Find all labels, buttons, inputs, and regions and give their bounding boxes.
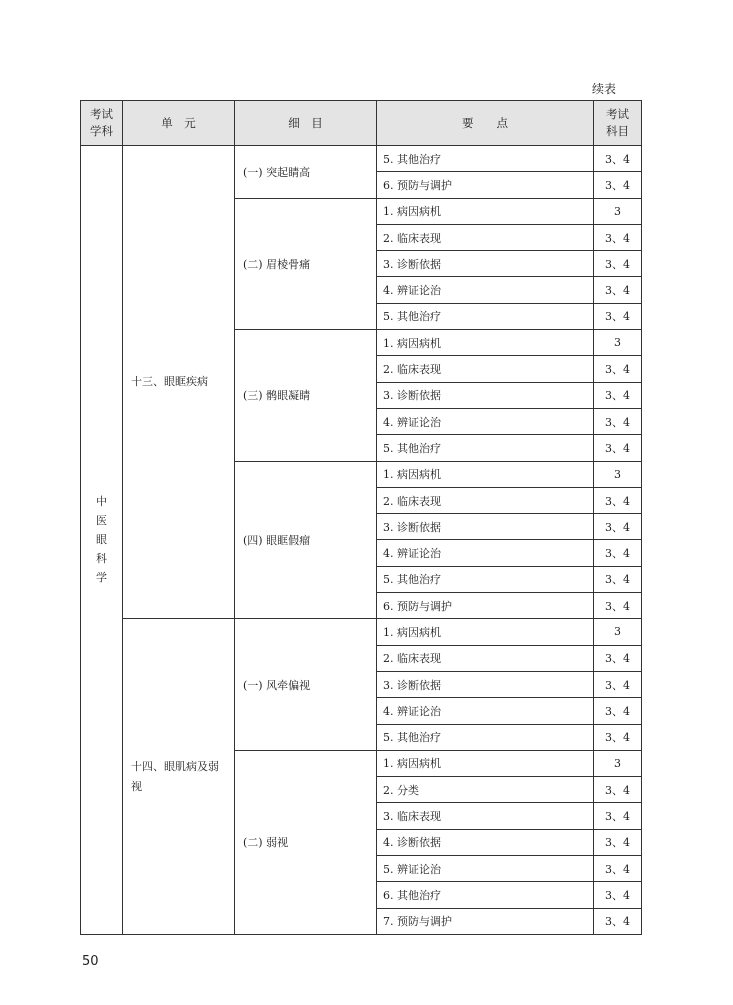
page-number: 50: [82, 954, 99, 969]
point-cell: 2. 临床表现: [377, 487, 594, 513]
code-cell: 3、4: [594, 172, 642, 198]
header-code: 考试科目: [594, 101, 642, 146]
point-cell: 4. 辨证论治: [377, 277, 594, 303]
point-cell: 4. 诊断依据: [377, 829, 594, 855]
unit-cell: 十四、眼肌病及弱视: [123, 619, 235, 935]
code-cell: 3、4: [594, 777, 642, 803]
code-cell: 3、4: [594, 803, 642, 829]
code-cell: 3、4: [594, 724, 642, 750]
point-cell: 5. 其他治疗: [377, 724, 594, 750]
subject-label: 中医眼科学: [96, 495, 107, 585]
point-cell: 1. 病因病机: [377, 750, 594, 776]
point-cell: 2. 临床表现: [377, 645, 594, 671]
point-cell: 3. 诊断依据: [377, 514, 594, 540]
table-row: [81, 619, 642, 645]
point-cell: 6. 其他治疗: [377, 882, 594, 908]
code-cell: 3、4: [594, 671, 642, 697]
point-cell: 1. 病因病机: [377, 619, 594, 645]
code-cell: 3、4: [594, 146, 642, 172]
code-cell: 3、4: [594, 645, 642, 671]
subject-cell: [81, 146, 123, 935]
code-cell: 3、4: [594, 435, 642, 461]
point-cell: 1. 病因病机: [377, 461, 594, 487]
header-unit: 单 元: [123, 101, 235, 146]
point-cell: 5. 其他治疗: [377, 146, 594, 172]
table-header-row: [81, 101, 642, 146]
code-cell: 3、4: [594, 882, 642, 908]
code-cell: 3、4: [594, 593, 642, 619]
point-cell: 2. 临床表现: [377, 356, 594, 382]
point-cell: 5. 其他治疗: [377, 566, 594, 592]
table-body: [81, 146, 642, 935]
code-cell: 3、4: [594, 382, 642, 408]
point-cell: 3. 诊断依据: [377, 382, 594, 408]
point-cell: 4. 辨证论治: [377, 408, 594, 434]
code-cell: 3: [594, 461, 642, 487]
code-cell: 3、4: [594, 356, 642, 382]
header-item: 细 目: [235, 101, 377, 146]
point-cell: 2. 分类: [377, 777, 594, 803]
point-cell: 5. 其他治疗: [377, 303, 594, 329]
code-cell: 3、4: [594, 514, 642, 540]
point-cell: 2. 临床表现: [377, 224, 594, 250]
syllabus-table: [80, 100, 642, 935]
point-cell: 1. 病因病机: [377, 198, 594, 224]
point-cell: 5. 其他治疗: [377, 435, 594, 461]
table-row: [81, 146, 642, 172]
code-cell: 3、4: [594, 566, 642, 592]
code-cell: 3、4: [594, 408, 642, 434]
code-cell: 3: [594, 619, 642, 645]
point-cell: 7. 预防与调护: [377, 908, 594, 934]
point-cell: 5. 辨证论治: [377, 856, 594, 882]
item-cell: (二) 眉棱骨痛: [235, 198, 377, 329]
code-cell: 3、4: [594, 856, 642, 882]
point-cell: 4. 辨证论治: [377, 698, 594, 724]
point-cell: 6. 预防与调护: [377, 593, 594, 619]
unit-cell: 十三、眼眶疾病: [123, 146, 235, 619]
header-point: 要 点: [377, 101, 594, 146]
code-cell: 3、4: [594, 303, 642, 329]
continued-label: 续表: [592, 82, 617, 96]
code-cell: 3、4: [594, 487, 642, 513]
point-cell: 3. 诊断依据: [377, 251, 594, 277]
code-cell: 3: [594, 198, 642, 224]
item-cell: (三) 鹘眼凝睛: [235, 330, 377, 461]
code-cell: 3、4: [594, 251, 642, 277]
point-cell: 4. 辨证论治: [377, 540, 594, 566]
point-cell: 3. 诊断依据: [377, 671, 594, 697]
point-cell: 3. 临床表现: [377, 803, 594, 829]
item-cell: (一) 风牵偏视: [235, 619, 377, 750]
item-cell: (一) 突起睛高: [235, 146, 377, 199]
item-cell: (二) 弱视: [235, 750, 377, 934]
point-cell: 1. 病因病机: [377, 330, 594, 356]
code-cell: 3: [594, 330, 642, 356]
item-cell: (四) 眼眶假瘤: [235, 461, 377, 619]
code-cell: 3、4: [594, 829, 642, 855]
code-cell: 3、4: [594, 277, 642, 303]
code-cell: 3、4: [594, 540, 642, 566]
header-subject: 考试学科: [81, 101, 123, 146]
code-cell: 3、4: [594, 224, 642, 250]
code-cell: 3: [594, 750, 642, 776]
code-cell: 3、4: [594, 908, 642, 934]
point-cell: 6. 预防与调护: [377, 172, 594, 198]
code-cell: 3、4: [594, 698, 642, 724]
